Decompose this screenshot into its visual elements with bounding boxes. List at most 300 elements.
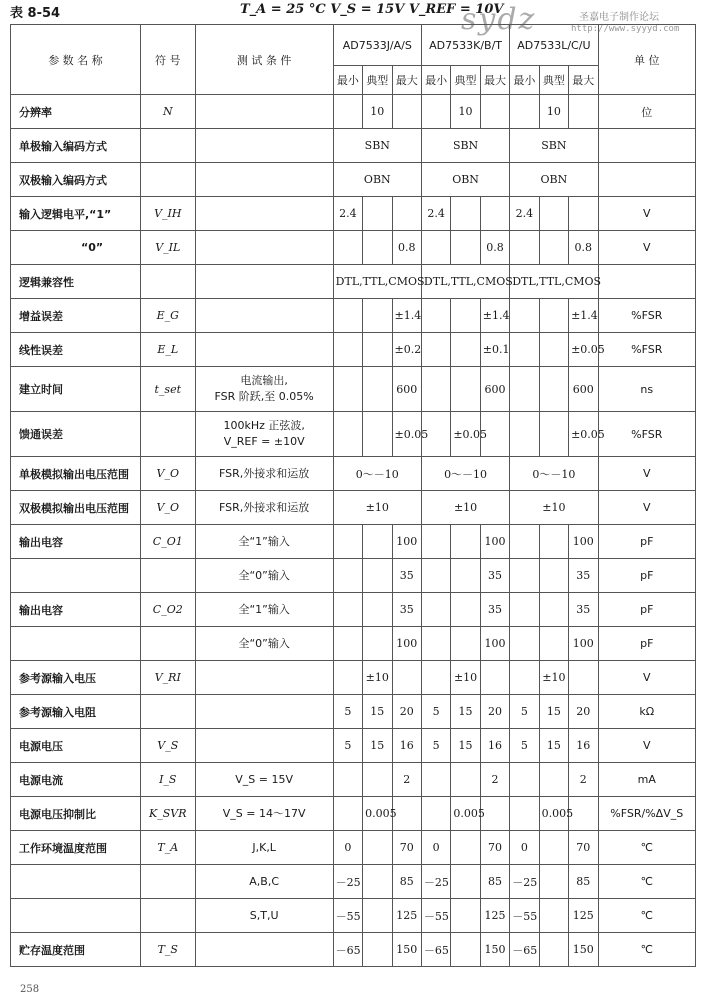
typ-value <box>451 933 480 967</box>
param-symbol: V_IL <box>140 231 195 265</box>
sub-header-max: 最大 <box>480 66 509 95</box>
max-value: 2 <box>480 763 509 797</box>
param-name: 双极输入编码方式 <box>11 163 141 197</box>
group-value: DTL,TTL,CMOS <box>333 265 421 299</box>
min-value: －55 <box>510 899 539 933</box>
typ-value <box>539 593 568 627</box>
min-value <box>510 231 539 265</box>
min-value <box>421 299 450 333</box>
test-condition <box>195 231 333 265</box>
param-symbol <box>140 627 195 661</box>
table-row <box>11 333 696 367</box>
max-value: 2 <box>569 763 598 797</box>
max-value <box>569 95 598 129</box>
param-unit: mA <box>598 763 695 797</box>
max-value: 35 <box>569 559 598 593</box>
min-value <box>421 231 450 265</box>
min-value <box>333 412 362 457</box>
param-unit: pF <box>598 627 695 661</box>
group-value: OBN <box>510 163 598 197</box>
max-value: ±0.2 <box>392 333 421 367</box>
table-row <box>11 797 696 831</box>
max-value: 20 <box>480 695 509 729</box>
param-symbol: K_SVR <box>140 797 195 831</box>
param-name: 逻辑兼容性 <box>11 265 141 299</box>
typ-value <box>539 933 568 967</box>
min-value: 5 <box>333 695 362 729</box>
param-symbol <box>140 865 195 899</box>
typ-value <box>451 367 480 412</box>
typ-value: ±0.05 <box>451 412 480 457</box>
typ-value <box>451 299 480 333</box>
param-symbol: T_S <box>140 933 195 967</box>
min-value <box>510 412 539 457</box>
group-value: ±10 <box>421 491 509 525</box>
table-number: 表 8-54 <box>10 6 61 21</box>
min-value <box>510 95 539 129</box>
min-value <box>510 797 539 831</box>
typ-value: 10 <box>451 95 480 129</box>
param-unit: V <box>598 457 695 491</box>
typ-value <box>539 197 568 231</box>
min-value <box>510 763 539 797</box>
param-unit: 位 <box>598 95 695 129</box>
typ-value <box>451 831 480 865</box>
table-row <box>11 231 696 265</box>
param-name: 参考源输入电阻 <box>11 695 141 729</box>
table-row <box>11 559 696 593</box>
param-symbol: V_O <box>140 457 195 491</box>
min-value: －25 <box>333 865 362 899</box>
max-value: 150 <box>569 933 598 967</box>
min-value: 2.4 <box>421 197 450 231</box>
typ-value: 15 <box>539 729 568 763</box>
min-value: －25 <box>421 865 450 899</box>
min-value <box>333 593 362 627</box>
param-name: 电源电压抑制比 <box>11 797 141 831</box>
min-value: 2.4 <box>333 197 362 231</box>
typ-value <box>363 763 392 797</box>
min-value <box>333 231 362 265</box>
param-symbol <box>140 163 195 197</box>
watermark-url: http://www.syyyd.com <box>571 24 680 34</box>
col-param-header: 参 数 名 称 <box>11 25 141 95</box>
max-value: 35 <box>480 559 509 593</box>
param-name <box>11 899 141 933</box>
min-value <box>421 525 450 559</box>
min-value <box>333 627 362 661</box>
min-value: －65 <box>421 933 450 967</box>
max-value: 100 <box>392 627 421 661</box>
typ-value <box>363 831 392 865</box>
typ-value <box>539 231 568 265</box>
min-value <box>421 661 450 695</box>
max-value: 100 <box>569 525 598 559</box>
min-value: 5 <box>333 729 362 763</box>
param-name: 分辨率 <box>11 95 141 129</box>
param-name <box>11 559 141 593</box>
min-value <box>510 299 539 333</box>
param-name <box>11 627 141 661</box>
min-value: 5 <box>421 695 450 729</box>
table-row <box>11 627 696 661</box>
min-value <box>510 661 539 695</box>
param-unit: %FSR <box>598 299 695 333</box>
typ-value: 15 <box>451 695 480 729</box>
table-row <box>11 457 696 491</box>
table-row <box>11 367 696 412</box>
test-condition: FSR,外接求和运放 <box>195 491 333 525</box>
param-name: 增益误差 <box>11 299 141 333</box>
group-value: 0～－10 <box>421 457 509 491</box>
min-value: －55 <box>333 899 362 933</box>
param-unit: %FSR/%ΔV_S <box>598 797 695 831</box>
group-header: AD7533L/C/U <box>510 25 598 66</box>
min-value <box>421 95 450 129</box>
max-value: 16 <box>392 729 421 763</box>
group-header: AD7533K/B/T <box>421 25 509 66</box>
max-value: 600 <box>392 367 421 412</box>
max-value: 0.8 <box>480 231 509 265</box>
max-value: 125 <box>392 899 421 933</box>
group-header: AD7533J/A/S <box>333 25 421 66</box>
typ-value <box>539 299 568 333</box>
group-value: DTL,TTL,CMOS <box>421 265 509 299</box>
min-value <box>333 559 362 593</box>
param-unit: pF <box>598 559 695 593</box>
param-unit: kΩ <box>598 695 695 729</box>
typ-value <box>363 525 392 559</box>
sub-header-min: 最小 <box>333 66 362 95</box>
max-value: 125 <box>569 899 598 933</box>
table-row <box>11 729 696 763</box>
min-value: －65 <box>510 933 539 967</box>
max-value: 70 <box>480 831 509 865</box>
typ-value <box>451 559 480 593</box>
group-value: ±10 <box>510 491 598 525</box>
watermark-logo: sydz <box>461 2 537 37</box>
param-unit: ns <box>598 367 695 412</box>
typ-value <box>451 627 480 661</box>
min-value <box>421 593 450 627</box>
param-unit: ℃ <box>598 831 695 865</box>
typ-value <box>539 899 568 933</box>
param-symbol: N <box>140 95 195 129</box>
table-row <box>11 933 696 967</box>
typ-value <box>451 763 480 797</box>
group-value: ±10 <box>333 491 421 525</box>
min-value: 5 <box>510 695 539 729</box>
sub-header-min: 最小 <box>510 66 539 95</box>
test-condition <box>195 333 333 367</box>
max-value: 100 <box>480 525 509 559</box>
typ-value <box>539 559 568 593</box>
group-value: SBN <box>510 129 598 163</box>
test-condition: S,T,U <box>195 899 333 933</box>
param-name: 工作环境温度范围 <box>11 831 141 865</box>
max-value: 35 <box>480 593 509 627</box>
typ-value <box>363 933 392 967</box>
max-value: 100 <box>480 627 509 661</box>
param-name: 馈通误差 <box>11 412 141 457</box>
max-value: ±0.1 <box>480 333 509 367</box>
table-row <box>11 197 696 231</box>
param-name: 建立时间 <box>11 367 141 412</box>
min-value: 5 <box>421 729 450 763</box>
table-row <box>11 299 696 333</box>
min-value <box>333 661 362 695</box>
param-symbol <box>140 559 195 593</box>
param-symbol: C_O1 <box>140 525 195 559</box>
param-name: 线性误差 <box>11 333 141 367</box>
table-row <box>11 593 696 627</box>
test-condition: 全“1”输入 <box>195 593 333 627</box>
min-value <box>333 95 362 129</box>
param-symbol <box>140 265 195 299</box>
max-value: 150 <box>392 933 421 967</box>
typ-value <box>539 831 568 865</box>
param-name: 输入逻辑电平,“1” <box>11 197 141 231</box>
max-value: 35 <box>569 593 598 627</box>
max-value: ±1.4 <box>480 299 509 333</box>
param-symbol <box>140 412 195 457</box>
min-value <box>421 367 450 412</box>
min-value: 0 <box>510 831 539 865</box>
col-condition-header: 测 试 条 件 <box>195 25 333 95</box>
min-value: －25 <box>510 865 539 899</box>
param-unit: ℃ <box>598 933 695 967</box>
min-value <box>510 525 539 559</box>
typ-value <box>451 525 480 559</box>
typ-value <box>363 559 392 593</box>
table-row <box>11 412 696 457</box>
table-row <box>11 831 696 865</box>
min-value <box>421 763 450 797</box>
typ-value <box>451 899 480 933</box>
param-name: 参考源输入电压 <box>11 661 141 695</box>
typ-value <box>363 333 392 367</box>
typ-value <box>363 367 392 412</box>
typ-value: 0.005 <box>363 797 392 831</box>
param-unit: V <box>598 197 695 231</box>
table-row <box>11 899 696 933</box>
min-value <box>333 525 362 559</box>
param-unit: ℃ <box>598 865 695 899</box>
min-value <box>510 593 539 627</box>
min-value <box>421 333 450 367</box>
max-value <box>569 197 598 231</box>
max-value: 16 <box>480 729 509 763</box>
param-name: “0” <box>11 231 141 265</box>
min-value <box>510 333 539 367</box>
param-symbol: C_O2 <box>140 593 195 627</box>
max-value: ±0.05 <box>392 412 421 457</box>
spec-table <box>10 24 696 967</box>
max-value: ±1.4 <box>569 299 598 333</box>
table-row <box>11 865 696 899</box>
min-value: 0 <box>421 831 450 865</box>
test-condition: 100kHz 正弦波, V_REF = ±10V <box>195 412 333 457</box>
table-row <box>11 525 696 559</box>
typ-value: ±10 <box>451 661 480 695</box>
max-value <box>392 661 421 695</box>
param-unit: V <box>598 661 695 695</box>
param-unit: V <box>598 729 695 763</box>
max-value <box>480 661 509 695</box>
typ-value <box>451 333 480 367</box>
table-row <box>11 763 696 797</box>
table-row <box>11 695 696 729</box>
table-row <box>11 265 696 299</box>
max-value: 85 <box>480 865 509 899</box>
typ-value <box>539 865 568 899</box>
test-condition: J,K,L <box>195 831 333 865</box>
min-value <box>421 559 450 593</box>
typ-value: 15 <box>451 729 480 763</box>
test-condition <box>195 265 333 299</box>
test-condition: A,B,C <box>195 865 333 899</box>
test-condition: FSR,外接求和运放 <box>195 457 333 491</box>
max-value <box>480 95 509 129</box>
typ-value: 0.005 <box>539 797 568 831</box>
typ-value <box>539 367 568 412</box>
max-value: 0.8 <box>569 231 598 265</box>
min-value: －55 <box>421 899 450 933</box>
max-value: 20 <box>569 695 598 729</box>
typ-value <box>363 593 392 627</box>
min-value <box>510 627 539 661</box>
min-value: 2.4 <box>510 197 539 231</box>
max-value <box>480 197 509 231</box>
max-value: 0.8 <box>392 231 421 265</box>
max-value: 600 <box>480 367 509 412</box>
max-value: 150 <box>480 933 509 967</box>
typ-value: ±10 <box>363 661 392 695</box>
test-condition <box>195 695 333 729</box>
typ-value: 10 <box>539 95 568 129</box>
typ-value <box>451 197 480 231</box>
param-unit: %FSR <box>598 412 695 457</box>
typ-value: ±10 <box>539 661 568 695</box>
test-condition <box>195 729 333 763</box>
param-symbol <box>140 695 195 729</box>
typ-value <box>363 899 392 933</box>
test-condition: 全“1”输入 <box>195 525 333 559</box>
param-unit: ℃ <box>598 899 695 933</box>
param-symbol: V_IH <box>140 197 195 231</box>
param-name: 单极模拟输出电压范围 <box>11 457 141 491</box>
min-value: 0 <box>333 831 362 865</box>
test-condition: 全“0”输入 <box>195 627 333 661</box>
param-unit <box>598 163 695 197</box>
test-condition <box>195 933 333 967</box>
param-symbol: V_O <box>140 491 195 525</box>
test-condition: 电流输出, FSR 阶跃,至 0.05% <box>195 367 333 412</box>
typ-value <box>363 412 392 457</box>
typ-value <box>539 627 568 661</box>
param-symbol: I_S <box>140 763 195 797</box>
typ-value <box>363 627 392 661</box>
param-name <box>11 865 141 899</box>
max-value: 600 <box>569 367 598 412</box>
max-value: ±0.05 <box>569 412 598 457</box>
sub-header-max: 最大 <box>569 66 598 95</box>
typ-value <box>363 865 392 899</box>
max-value: 85 <box>392 865 421 899</box>
group-value: SBN <box>333 129 421 163</box>
min-value <box>510 559 539 593</box>
param-unit: pF <box>598 593 695 627</box>
param-name: 贮存温度范围 <box>11 933 141 967</box>
max-value <box>569 661 598 695</box>
max-value: 85 <box>569 865 598 899</box>
param-name: 输出电容 <box>11 525 141 559</box>
param-symbol <box>140 899 195 933</box>
max-value: 125 <box>480 899 509 933</box>
sub-header-max: 最大 <box>392 66 421 95</box>
table-row <box>11 163 696 197</box>
test-condition <box>195 661 333 695</box>
param-unit: %FSR <box>598 333 695 367</box>
param-symbol: V_RI <box>140 661 195 695</box>
max-value: ±1.4 <box>392 299 421 333</box>
typ-value <box>363 197 392 231</box>
max-value: 20 <box>392 695 421 729</box>
param-name: 单极输入编码方式 <box>11 129 141 163</box>
typ-value <box>539 525 568 559</box>
param-symbol <box>140 129 195 163</box>
max-value: 100 <box>569 627 598 661</box>
max-value: 35 <box>392 593 421 627</box>
typ-value: 15 <box>363 729 392 763</box>
param-symbol: T_A <box>140 831 195 865</box>
test-condition: 全“0”输入 <box>195 559 333 593</box>
typ-value: 0.005 <box>451 797 480 831</box>
test-condition <box>195 95 333 129</box>
min-value <box>333 797 362 831</box>
typ-value <box>451 593 480 627</box>
param-name: 双极模拟输出电压范围 <box>11 491 141 525</box>
col-symbol-header: 符 号 <box>140 25 195 95</box>
param-name: 电源电压 <box>11 729 141 763</box>
page-number: 258 <box>20 984 40 995</box>
typ-value: 15 <box>539 695 568 729</box>
table-row <box>11 95 696 129</box>
max-value <box>392 95 421 129</box>
group-value: 0～－10 <box>510 457 598 491</box>
param-unit: V <box>598 491 695 525</box>
max-value: 100 <box>392 525 421 559</box>
typ-value <box>451 865 480 899</box>
max-value: 70 <box>392 831 421 865</box>
typ-value <box>363 231 392 265</box>
typ-value: 15 <box>363 695 392 729</box>
test-condition: V_S = 14～17V <box>195 797 333 831</box>
sub-header-min: 最小 <box>421 66 450 95</box>
test-condition <box>195 129 333 163</box>
max-value <box>392 197 421 231</box>
test-conditions: T_A = 25 °C V_S = 15V V_REF = 10V <box>240 2 504 17</box>
max-value: 2 <box>392 763 421 797</box>
min-value <box>333 299 362 333</box>
sub-header-typ: 典型 <box>539 66 568 95</box>
min-value <box>333 333 362 367</box>
typ-value <box>539 763 568 797</box>
col-unit-header: 单 位 <box>598 25 695 95</box>
group-value: OBN <box>333 163 421 197</box>
param-unit: V <box>598 231 695 265</box>
param-name: 电源电流 <box>11 763 141 797</box>
